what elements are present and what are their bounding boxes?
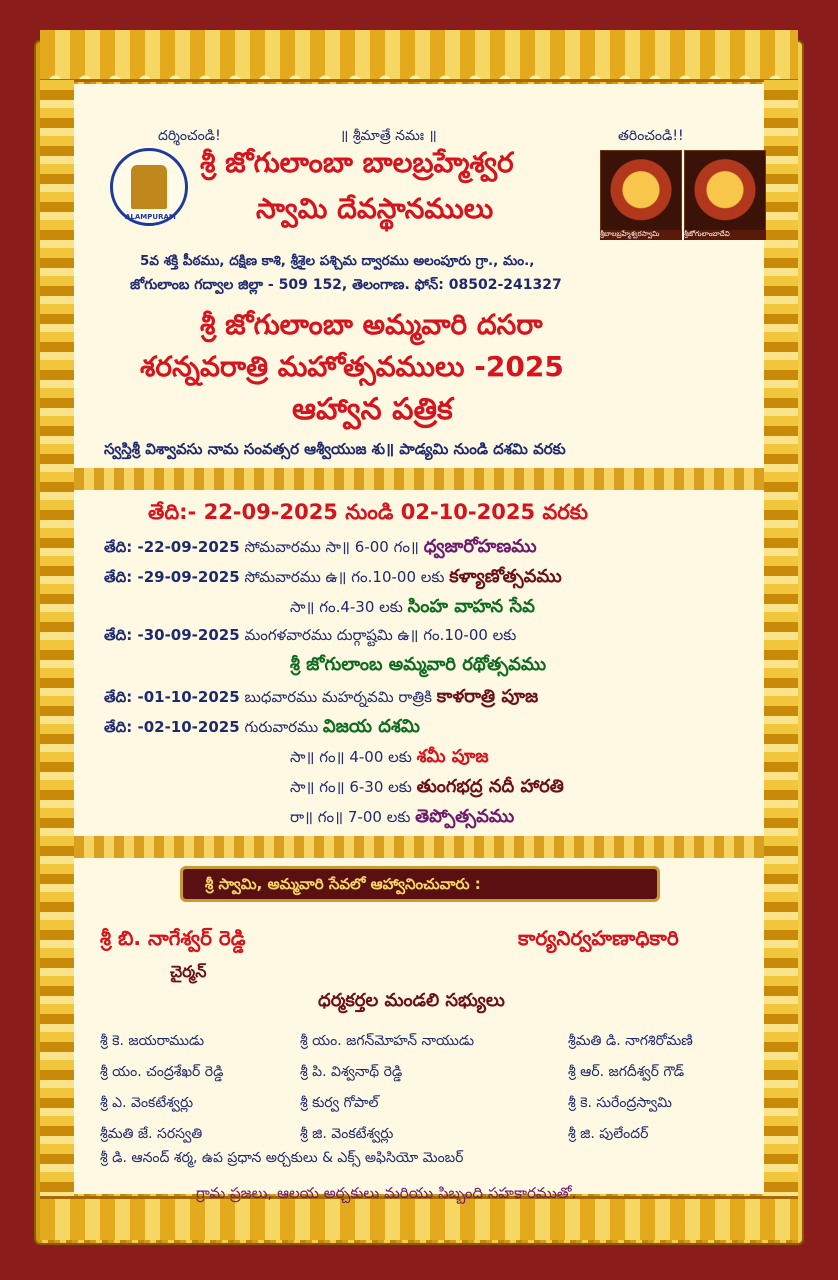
schedule-event: విజయ దశమి <box>322 716 420 737</box>
logo-text: ALAMPURAM <box>125 213 176 221</box>
member-name: శ్రీ యం. జగన్‌మోహన్ నాయుడు <box>300 1033 475 1049</box>
schedule-event: ధ్వజారోహణము <box>423 536 537 557</box>
member-name: శ్రీ యం. చంద్రశేఖర్ రెడ్డి <box>100 1064 224 1080</box>
invite-banner-text: శ్రీ స్వామి, అమ్మవారి సేవలో ఆహ్వానించువారు : <box>205 875 481 893</box>
schedule-date: తేది: -22-09-2025 <box>104 538 240 556</box>
deity-caption-1: శ్రీబాలబ్రహ్మేశ్వరస్వామి <box>600 230 682 240</box>
schedule-row <box>104 536 537 561</box>
schedule-row <box>104 566 562 591</box>
schedule-date: తేది: -01-10-2025 <box>104 688 240 706</box>
schedule-detail: సోమవారము ఉ॥ గం.10-00 లకు <box>244 568 445 586</box>
left-pillar <box>40 80 74 1200</box>
blessing-center: ॥ శ్రీమాత్రే నమః ॥ <box>340 128 437 144</box>
schedule-detail: సోమవారము సా॥ 6-00 గం॥ <box>244 538 419 556</box>
divider-band <box>74 468 764 490</box>
schedule-date: తేది: -30-09-2025 <box>104 626 240 644</box>
temple-name-line1: శ్రీ జోగులాంబా బాలబ్రహ్మేశ్వర <box>200 146 514 179</box>
member-name: శ్రీమతి జే. సరస్వతి <box>100 1126 203 1142</box>
right-pillar <box>764 80 798 1200</box>
event-subtitle: స్వస్తిశ్రీ విశ్వావసు నామ సంవత్సర ఆశ్వీయుజ శు॥ పాడ్యమి నుండి దశమి వరకు <box>104 440 566 458</box>
member-name: శ్రీ జి. వెంకటేశ్వర్లు <box>300 1126 394 1142</box>
event-title-line3: ఆహ్వాన పత్రిక <box>292 392 453 427</box>
date-range: తేది:- 22-09-2025 నుండి 02-10-2025 వరకు <box>148 500 588 524</box>
temple-logo <box>110 148 188 226</box>
ex-officio-member: శ్రీ డి. ఆనంద్ శర్మ, ఉప ప్రధాన అర్చకులు & ఎక్స్ అఫిసియో మెంబర్ <box>100 1150 464 1166</box>
event-title-line1: శ్రీ జోగులాంబా అమ్మవారి దసరా <box>200 308 543 341</box>
schedule-detail: సా॥ గం॥ 4-00 లకు <box>290 748 412 766</box>
deity-image-2 <box>684 150 766 238</box>
deity-caption-2: శ్రీజోగులాంబాదేవి <box>684 230 766 240</box>
schedule-event: సింహ వాహన సేవ <box>407 596 535 617</box>
schedule-event: తుంగభద్ర నదీ హారతి <box>416 776 564 797</box>
schedule-detail: బుధవారము మహర్నవమి రాత్రికి <box>244 688 432 706</box>
invite-banner <box>180 866 660 902</box>
top-ornament <box>40 30 798 82</box>
schedule-detail: రా॥ గం॥ 7-00 లకు <box>290 808 411 826</box>
member-name: శ్రీమతి డి. నాగశిరోమణి <box>568 1033 693 1049</box>
schedule-row <box>290 596 535 621</box>
schedule-row <box>104 716 420 741</box>
schedule-row <box>104 686 538 711</box>
schedule-event: తెప్పోత్సవము <box>415 806 515 827</box>
members-col2 <box>300 1026 474 1150</box>
schedule-event: కాళరాత్రి పూజ <box>436 686 539 707</box>
schedule-detail: సా॥ గం॥ 6-30 లకు <box>290 778 412 796</box>
schedule-row <box>290 746 489 771</box>
address-line1: 5వ శక్తి పీఠము, దక్షిణ కాశి, శ్రీశైల పశ్చిమ ద్వారము అలంపూరు గ్రా., మం., <box>140 253 535 269</box>
schedule-row <box>290 654 546 679</box>
chairman-title: చైర్మన్ <box>170 962 207 981</box>
members-col3 <box>568 1026 693 1150</box>
event-title-line2: శరన్నవరాత్రి మహోత్సవములు -2025 <box>140 350 564 383</box>
schedule-row <box>104 626 516 648</box>
chairman-name: శ్రీ బి. నాగేశ్వర్ రెడ్డి <box>100 926 246 950</box>
schedule-row <box>290 806 514 831</box>
divider-band <box>74 836 764 858</box>
schedule-date: తేది: -02-10-2025 <box>104 718 240 736</box>
schedule-event: కళ్యాణోత్సవము <box>449 566 562 587</box>
executive-officer-title: కార్యనిర్వహణాధికారి <box>518 926 679 950</box>
deity-image-1 <box>600 150 682 238</box>
blessing-left: దర్శించండి! <box>158 128 221 144</box>
member-name: శ్రీ ఎ. వెంకటేశ్వర్లు <box>100 1095 194 1111</box>
member-name: శ్రీ ఆర్. జగదీశ్వర్ గౌడ్ <box>568 1064 685 1080</box>
members-col1 <box>100 1026 223 1150</box>
blessing-right: తరించండి!! <box>618 128 684 144</box>
schedule-event: శమీ పూజ <box>416 746 489 767</box>
footer-text: గ్రామ ప్రజలు, ఆలయ అర్చకులు మరియు సిబ్బంది సహకారముతో. <box>196 1184 577 1202</box>
schedule-date: తేది: -29-09-2025 <box>104 568 240 586</box>
schedule-detail: సా॥ గం.4-30 లకు <box>290 598 403 616</box>
member-name: శ్రీ జి. పులేందర్ <box>568 1126 649 1142</box>
committee-heading: ధర్మకర్తల మండలి సభ్యులు <box>318 990 505 1011</box>
member-name: శ్రీ పి. విశ్వనాథ్ రెడ్డి <box>300 1064 403 1080</box>
member-name: శ్రీ కె. సురేంద్రస్వామి <box>568 1095 672 1111</box>
schedule-row <box>290 776 564 801</box>
address-line2: జోగులాంబ గద్వాల జిల్లా - 509 152, తెలంగాణ. ఫోన్: 08502-241327 <box>130 277 562 293</box>
member-name: శ్రీ కుర్వ గోపాల్ <box>300 1095 379 1111</box>
schedule-event: శ్రీ జోగులాంబ అమ్మవారి రథోత్సవము <box>290 654 547 675</box>
temple-gopuram-icon <box>131 165 167 209</box>
member-name: శ్రీ కె. జయరాముడు <box>100 1033 205 1049</box>
schedule-detail: మంగళవారము దుర్గాష్టమి ఉ॥ గం.10-00 లకు <box>244 626 517 644</box>
schedule-detail: గురువారము <box>244 718 319 736</box>
temple-name-line2: స్వామి దేవస్థానములు <box>256 192 494 225</box>
